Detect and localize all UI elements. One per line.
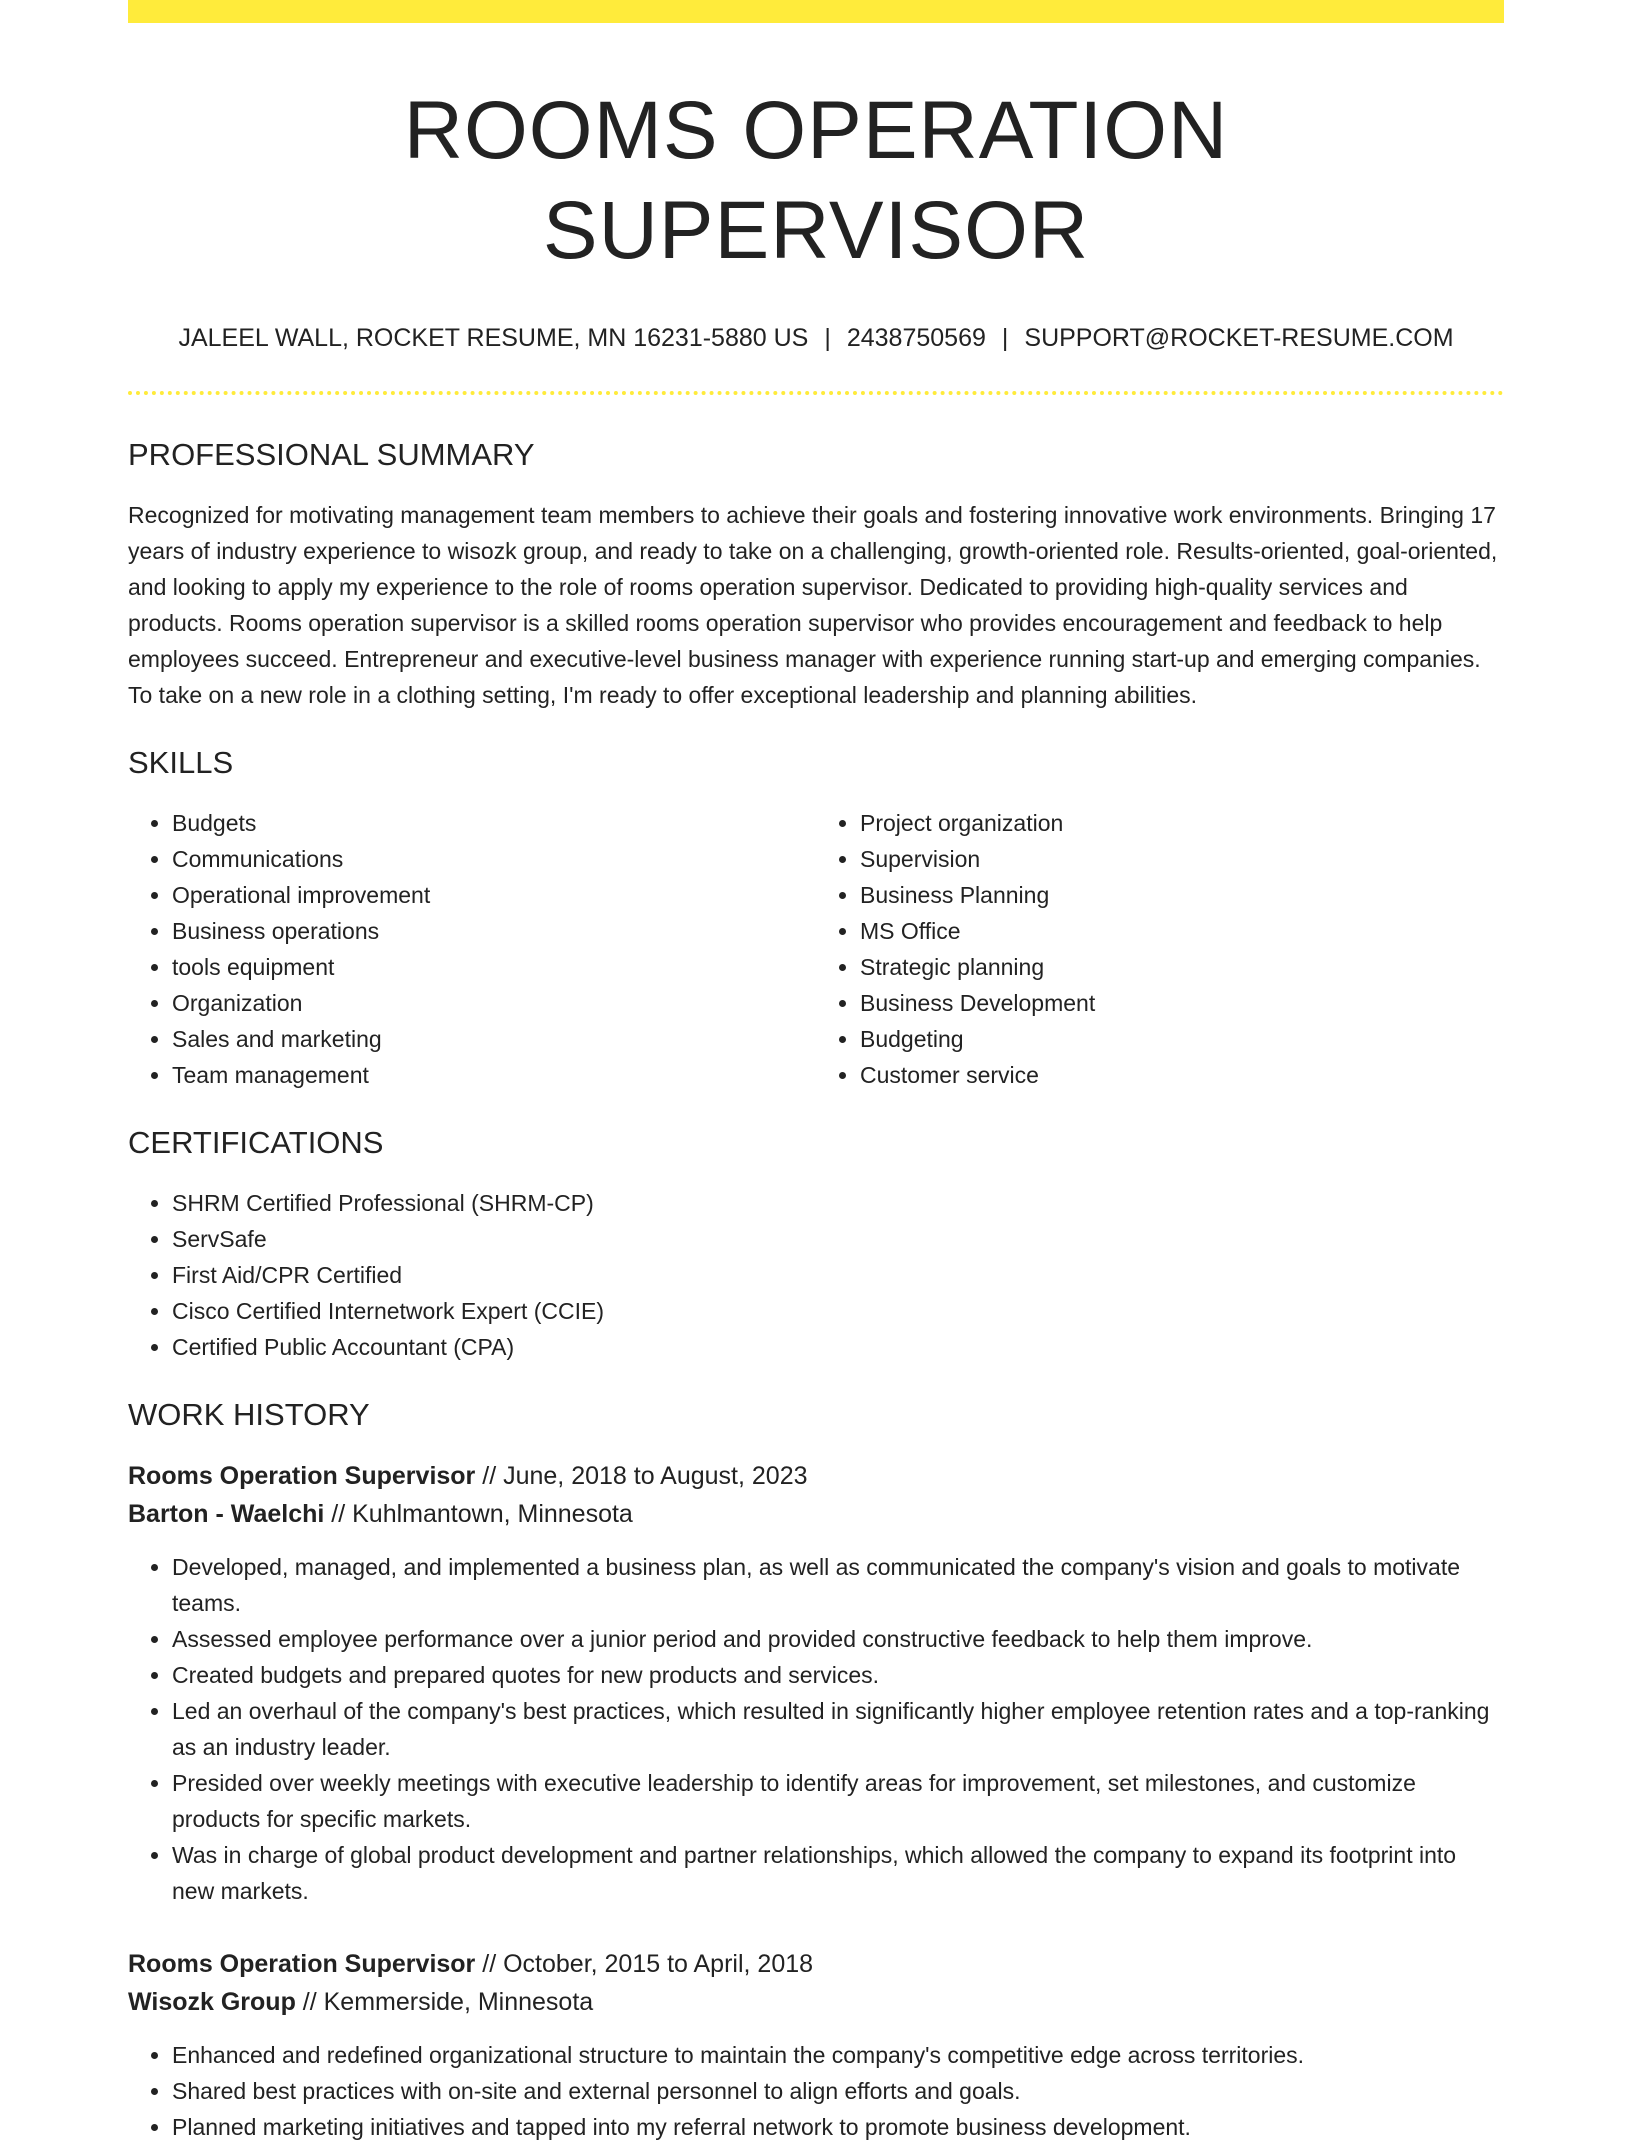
job-bullets: [128, 1549, 1504, 1909]
job-title: Rooms Operation Supervisor: [128, 1462, 476, 1490]
skill-item: • Strategic planning: [860, 949, 1504, 985]
summary-heading: PROFESSIONAL SUMMARY: [128, 437, 535, 472]
certification-item: • ServSafe: [172, 1221, 1504, 1257]
job-bullet: • Enhanced and redefined organizational structure to maintain the company's competitive edge across territories.: [172, 2037, 1504, 2073]
job-bullet: • Created budgets and prepared quotes for new products and services.: [172, 1657, 1504, 1693]
job-company-line: [128, 1495, 1504, 1533]
job-bullet: • Developed, managed, and implemented a business plan, as well as communicated the company's vision and goals to motivate teams.: [172, 1549, 1504, 1621]
contact-email: SUPPORT@ROCKET-RESUME.COM: [1024, 324, 1454, 352]
job-title-line: [128, 1457, 1504, 1495]
skills-heading: SKILLS: [128, 745, 234, 780]
contact-phone: 2438750569: [846, 324, 986, 352]
summary-text: Recognized for motivating management team members to achieve their goals and fostering innovative work environments. Bringing 17 years of industry experience to wisozk group, and ready to take on a challenging, growth-oriented role. Results-oriented, goal-oriented, and looking to apply my experience to the role of rooms operation supervisor. Dedicated to providing high-quality services and products. Rooms operation supervisor is a skilled rooms operation supervisor who provides encouragement and feedback to help employees succeed. Entrepreneur and executive-level business manager with experience running start-up and emerging companies. To take on a new role in a clothing setting, I'm ready to offer exceptional leadership and planning abilities.: [128, 502, 1498, 708]
skill-item: • Project organization: [860, 805, 1504, 841]
accent-top-bar: [128, 0, 1504, 23]
skill-item: • Team management: [172, 1057, 816, 1093]
job-bullet: • Assessed employee performance over a junior period and provided constructive feedback to help them improve.: [172, 1621, 1504, 1657]
job-location: // Kuhlmantown, Minnesota: [331, 1500, 633, 1528]
skill-item: • Organization: [172, 985, 816, 1021]
job-dates: // June, 2018 to August, 2023: [482, 1462, 808, 1490]
job-dates: // October, 2015 to April, 2018: [482, 1950, 814, 1978]
job-bullet: • Shared best practices with on-site and external personnel to align efforts and goals.: [172, 2073, 1504, 2109]
resume-title: ROOMS OPERATION SUPERVISOR: [403, 85, 1229, 276]
job-bullet: • Presided over weekly meetings with executive leadership to identify areas for improvement, set milestones, and customize products for specific markets.: [172, 1765, 1504, 1837]
skill-item: • Operational improvement: [172, 877, 816, 913]
contact-address: JALEEL WALL, ROCKET RESUME, MN 16231-5880 US: [178, 324, 809, 352]
skill-item: • tools equipment: [172, 949, 816, 985]
job-title: Rooms Operation Supervisor: [128, 1950, 476, 1978]
skill-item: • Budgets: [172, 805, 816, 841]
job-bullet: • Planned marketing initiatives and tapped into my referral network to promote business development.: [172, 2109, 1504, 2145]
job-title-line: [128, 1945, 1504, 1983]
skills-list-left: [128, 805, 816, 1093]
job-location: // Kemmerside, Minnesota: [302, 1988, 594, 2016]
skill-item: • Communications: [172, 841, 816, 877]
skill-item: • Business Development: [860, 985, 1504, 1021]
contact-separator: |: [824, 324, 831, 352]
work-history-heading: WORK HISTORY: [128, 1397, 370, 1432]
job-company-line: [128, 1983, 1504, 2021]
job-bullet: • Led an overhaul of the company's best practices, which resulted in significantly higher employee retention rates and a top-ranking as an industry leader.: [172, 1693, 1504, 1765]
certification-item: • First Aid/CPR Certified: [172, 1257, 1504, 1293]
certifications-heading: CERTIFICATIONS: [128, 1125, 384, 1160]
job-entry: [128, 1457, 1504, 1909]
skill-item: • Customer service: [860, 1057, 1504, 1093]
skill-item: • Business Planning: [860, 877, 1504, 913]
contact-line: [128, 323, 1504, 353]
job-entry: [128, 1945, 1504, 2145]
certification-item: • Certified Public Accountant (CPA): [172, 1329, 1504, 1365]
skill-item: • Sales and marketing: [172, 1021, 816, 1057]
skills-columns: [128, 805, 1504, 1093]
contact-separator: |: [1001, 324, 1009, 352]
resume-content: [128, 23, 1504, 2145]
certification-item: • SHRM Certified Professional (SHRM-CP): [172, 1185, 1504, 1221]
dotted-divider: [128, 391, 1504, 395]
skill-item: • Business operations: [172, 913, 816, 949]
certification-item: • Cisco Certified Internetwork Expert (CCIE): [172, 1293, 1504, 1329]
skills-list-right: [816, 805, 1504, 1093]
certifications-list: [128, 1185, 1504, 1365]
job-bullets: [128, 2037, 1504, 2145]
skill-item: • Supervision: [860, 841, 1504, 877]
skill-item: • MS Office: [860, 913, 1504, 949]
job-company: Wisozk Group: [128, 1988, 296, 2016]
skill-item: • Budgeting: [860, 1021, 1504, 1057]
job-company: Barton - Waelchi: [128, 1500, 325, 1528]
job-bullet: • Was in charge of global product development and partner relationships, which allowed the company to expand its footprint into new markets.: [172, 1837, 1504, 1909]
